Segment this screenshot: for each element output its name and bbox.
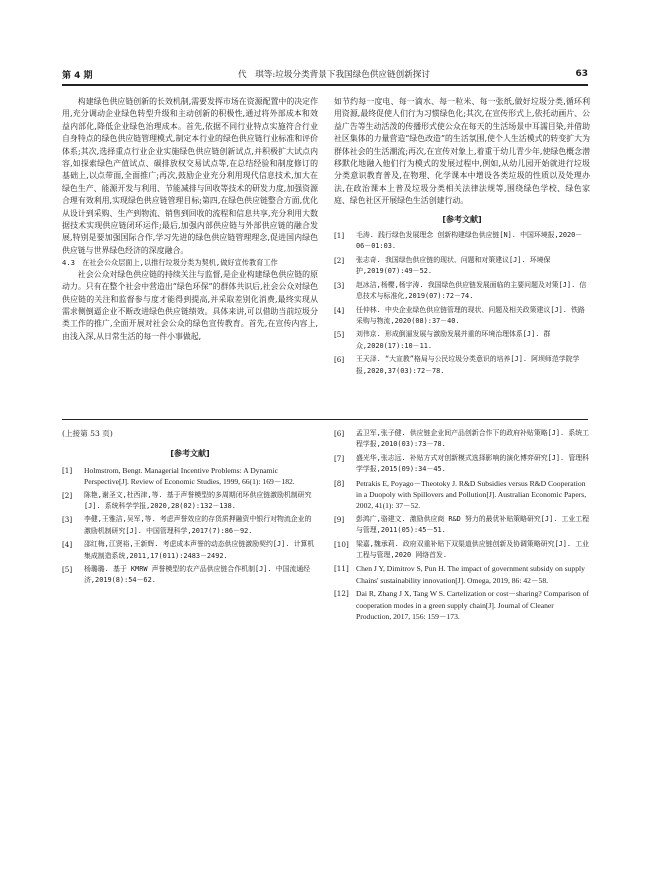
reference-item: [11] Chen J Y, Dimitrov S, Pun H. The impact of government subsidy on supply Chains' sustainability innovation[J]. Omega, 2019, 86: 42－58. — [334, 564, 585, 585]
reference-item: [4] 任仲林. 中央企业绿色供应链管理的现状、问题及相关政策建议[J]. 铁路采购与物流,2020(08):37－40. — [334, 305, 585, 325]
page-header — [62, 66, 588, 82]
lower-right-column — [334, 428, 590, 625]
reference-list — [334, 230, 590, 377]
reference-item: [1] 毛涛. 践行绿色发展理念 创新构建绿色供应链[N]. 中国环境报,2020－06－01:03. — [334, 231, 583, 251]
references-title: [参考文献] — [442, 214, 482, 224]
reference-item: [12] Dai R, Zhang J X, Tang W S. Cartelization or cost－sharing? Comparison of cooperation modes in a green supply chain[J]. Journal of Cleaner Production, 2017, 156: 159－173. — [334, 589, 589, 622]
reference-list — [62, 465, 318, 587]
body-paragraph: 社会公众对绿色供应链的持续关注与监督,是企业构建绿色供应链的原动力。只有在整个社会中营造出“绿色环保”的群体共识后,社会公众对绿色供应链的关注和监督参与度才能得到提高,并采取差别化消费,最终实现从需求侧倒逼企业不断改进绿色供应链绩效。具体来讲,可以借助当前垃圾分类工作的推广,全面开展对社会公众的绿色宣传教育。首先,在宣传内容上,由浅入深,从日常生活的每一件小事做起, — [62, 269, 318, 341]
lower-left-column — [62, 428, 318, 589]
references-title: [参考文献] — [170, 449, 210, 459]
reference-item: [6] 孟卫军,张子健. 供应链企业间产品创新合作下的政府补贴策略[J]. 系统工程学报,2010(03):73－78. — [334, 429, 590, 449]
section-heading: 4.3 在社会公众层面上,以推行垃圾分类为契机,做好宣传教育工作 — [62, 258, 278, 268]
reference-item: [1] Holmstrom, Bengt. Managerial Incentive Problems: A Dynamic Perspective[J]. Review of Economic Studies, 1999, 66(1): 169－182. — [62, 465, 295, 487]
issue-number: 第 4 期 — [62, 70, 93, 81]
reference-item: [7] 盛光华,张志远. 补贴方式对创新模式选择影响的演化博弈研究[J]. 管理科学学报,2015(09):34－45. — [334, 453, 590, 474]
continued-note: (上接第 53 页) — [62, 429, 113, 438]
upper-right-column — [334, 96, 590, 379]
reference-item: [5] 刘伟京. 形成倒逼发展与激励发展并重的环境治理体系[J]. 群众,2020(17):10－11. — [334, 330, 551, 350]
reference-list — [334, 428, 590, 623]
upper-left-column — [62, 96, 318, 343]
page-number: 63 — [575, 69, 588, 79]
reference-item: [4] 邵红梅,江贤裕,王新辉. 考虑成本声誉的动态供应链激励契约[J]. 计算机集成制造系统,2011,17(011):2483－2492. — [62, 540, 315, 560]
body-paragraph: 构建绿色供应链创新的长效机制,需要发挥市场在资源配置中的决定作用,充分调动企业绿色转型升级和主动创新的积极性,通过将外部成本和效益内部化,降低企业绿色治理成本。首先,依据不同行业特点实施符合行业自身特点的绿色供应链管理模式,制定本行业的绿色供应链行业标准和评价体系;其次,选择重点行业企业实施绿色供应链创新试点,并积极扩大试点内容,如探索绿色产值试点、碳排放权交易试点等,在总结经验和制度修订的基础上,以点带面,全面推广;再次,鼓励企业充分利用现代信息技术,加大在绿色生产、能源开发与利用、节能减排与回收等技术的研发力度,加强资源合理有效利用,实现绿色供应链管理目标;第四,在绿色供应链整合方面,优化从设计到采购、生产到物流、销售到回收的流程和信息共享,充分利用大数据技术实现供应链闭环运作;最后,加强内部供应链与外部供应链的融合发展,特别是要加强国际合作,学习先进的绿色供应链管理理念,促进国内绿色供应链与世界绿色经济的深度融合。 — [62, 97, 318, 255]
running-title: 代 琪等:垃圾分类背景下我国绿色供应链创新探讨 — [238, 70, 430, 80]
reference-item: [2] 陈艳,谢圣文,杜西津,等. 基于声誉模型的多周期闭环供应链激励机制研究[J]. 系统科学学报,2020,28(02):132－138. — [62, 490, 312, 511]
reference-item: [3] 赵冰洁,杨樱,杨宇涛. 我国绿色供应链发展面临的主要问题及对策[J]. 信息技术与标准化,2019(07):72－74. — [334, 280, 587, 301]
reference-item: [5] 杨璐璐. 基于 KMRW 声誉模型的农产品供应链合作机制[J]. 中国流通经济,2019(8):54－62. — [62, 565, 311, 585]
reference-item: [9] 彭鸿广,骆建文. 激励供应商 R&D 努力的最优补贴策略研究[J]. 工业工程与管理,2011(05):45－51. — [334, 514, 590, 535]
section-divider — [62, 419, 588, 420]
reference-item: [2] 张志奇. 我国绿色供应链的现状、问题和对策建议[J]. 环境保护,2019(07):49－52. — [334, 255, 551, 276]
header-rule — [62, 84, 588, 86]
body-paragraph: 如节约每一度电、每一滴水、每一粒米、每一张纸,做好垃圾分类,循环利用资源,最终促使人们行为习惯绿色化;其次,在宣传形式上,依托动画片、公益广告等生动活泼的传播形式使公众在每天的生活场景中耳濡目染,并借助社区集体的力量营造“绿色改造”的生活氛围,使个人生活模式的转变扩大为群体社会的生活潮流;再次,在宣传对象上,着重于幼儿青少年,使绿色概念潜移默化地融入他们行为模式的发展过程中,例如,从幼儿园开始就进行垃圾分类意识教育普及,在物理、化学课本中增设各类垃圾的性质以及处理办法,在政治课本上普及垃圾分类相关法律法规等,围绕绿色学校、绿色家庭、绿色社区开展绿色生活创建行动。 — [334, 97, 590, 206]
reference-item: [6] 王天泽. “大宣教”格局与公民垃圾分类意识的培养[J]. 阿坝师范学院学报,2020,37(03):72－78. — [334, 355, 580, 375]
reference-item: [3] 李健,王雅洁,吴军,等. 考虑声誉效应的存货质押融资中银行对物流企业的激励机制研究[J]. 中国管理科学,2017(7):86－92. — [62, 515, 312, 535]
reference-item: [10] 梁嘉,魏承莉. 政府双重补贴下双渠道供应链创新及协调策略研究[J]. 工业工程与管理,2020 网络首发. — [334, 539, 590, 560]
reference-item: [8] Petrakis E, Poyago－Theotoky J. R&D Subsidies versus R&D Cooperation in a Duopoly with Spillovers and Pollution[J]. Australian Economic Papers, 2002, 41(1): 37－52. — [334, 478, 587, 511]
